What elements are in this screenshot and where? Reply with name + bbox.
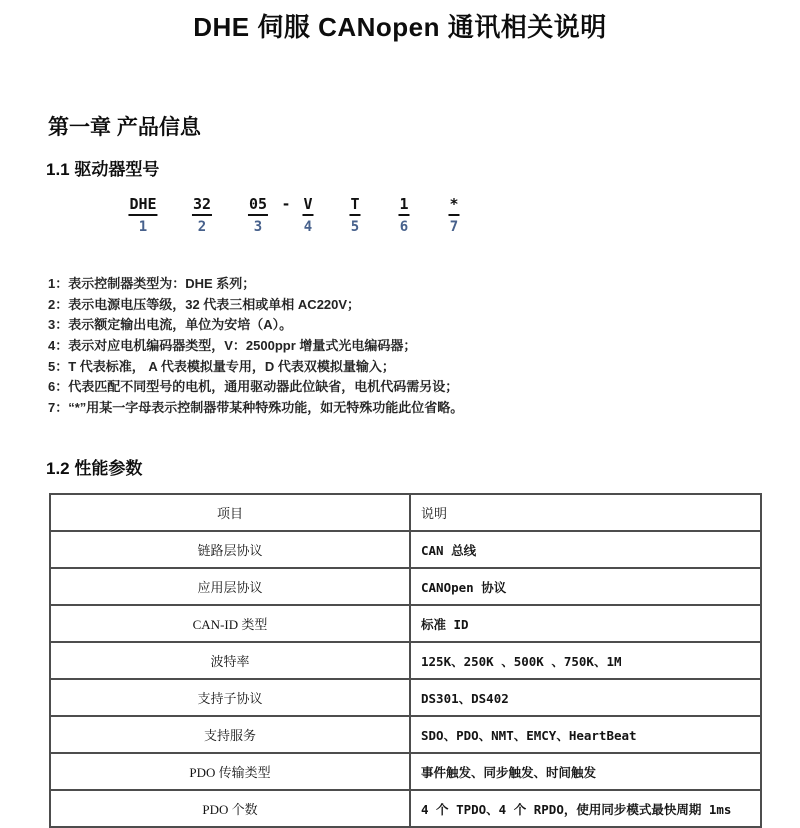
- param-name-cell: 支持服务: [50, 716, 410, 753]
- model-segment-label: 32: [192, 196, 212, 216]
- model-segment-label: 1: [398, 196, 409, 216]
- model-segment-label: -: [281, 195, 291, 213]
- param-desc-cell: 事件触发、同步触发、时间触发: [410, 753, 761, 790]
- note-line-5: 5：T 代表标准， A 代表模拟量专用，D 代表双模拟量输入；: [48, 358, 395, 374]
- performance-parameters-table: [49, 493, 762, 828]
- note-line-6: 6：代表匹配不同型号的电机，通用驱动器此位缺省，电机代码需另设；: [48, 379, 459, 395]
- param-desc-cell: 4 个 TPDO、4 个 RPDO，使用同步模式最快周期 1ms: [410, 790, 761, 827]
- table-row: [50, 642, 761, 679]
- model-segment-dash: [280, 196, 291, 220]
- table-row: [50, 679, 761, 716]
- table-row: [50, 568, 761, 605]
- param-name-cell: 应用层协议: [50, 568, 410, 605]
- model-code-notes: [48, 274, 768, 419]
- section-heading-1-2: 1.2 性能参数: [46, 459, 143, 478]
- model-segment-label: V: [302, 196, 313, 216]
- model-segment-label: T: [349, 196, 360, 216]
- note-line-1: 1：表示控制器类型为：DHE 系列；: [48, 276, 256, 291]
- document-title: DHE 伺服 CANopen 通讯相关说明: [193, 12, 607, 42]
- param-desc-cell: SDO、PDO、NMT、EMCY、HeartBeat: [410, 716, 761, 753]
- model-segment-index: 1: [138, 219, 148, 235]
- section-heading-1-1: 1.1 驱动器型号: [46, 160, 160, 179]
- table-row: [50, 753, 761, 790]
- model-code-diagram: [0, 196, 800, 248]
- table-header-item: 项目: [50, 494, 410, 531]
- model-segment-label: *: [448, 196, 459, 216]
- model-segment-index: 5: [350, 219, 360, 235]
- table-header-row: [50, 494, 761, 531]
- model-segment: [248, 196, 268, 235]
- param-name-cell: PDO 传输类型: [50, 753, 410, 790]
- chapter-heading: 第一章 产品信息: [48, 116, 201, 139]
- param-desc-cell: DS301、DS402: [410, 679, 761, 716]
- model-segment-label: DHE: [128, 196, 157, 216]
- param-name-cell: 链路层协议: [50, 531, 410, 568]
- param-desc-cell: 标准 ID: [410, 605, 761, 642]
- model-segment: [192, 196, 212, 235]
- param-name-cell: 波特率: [50, 642, 410, 679]
- table-row: [50, 605, 761, 642]
- model-segment-index: 3: [253, 219, 263, 235]
- model-segment: [302, 196, 313, 235]
- table-row: [50, 790, 761, 827]
- model-segment: [398, 196, 409, 235]
- model-segment: [349, 196, 360, 235]
- param-desc-cell: 125K、250K 、500K 、750K、1M: [410, 642, 761, 679]
- note-line-2: 2：表示电源电压等级，32 代表三相或单相 AC220V；: [48, 296, 361, 312]
- model-segment: [128, 196, 157, 235]
- param-desc-cell: CANOpen 协议: [410, 568, 761, 605]
- param-name-cell: CAN-ID 类型: [50, 605, 410, 642]
- note-line-4: 4：表示对应电机编码器类型，V：2500ppr 增量式光电编码器；: [48, 338, 417, 354]
- param-desc-cell: CAN 总线: [410, 531, 761, 568]
- param-name-cell: 支持子协议: [50, 679, 410, 716]
- note-line-7: 7：“*”用某一字母表示控制器带某种特殊功能，如无特殊功能此位省略。: [48, 400, 464, 416]
- model-segment-index: 6: [399, 219, 409, 235]
- model-segment-index: 7: [449, 219, 459, 235]
- table-row: [50, 716, 761, 753]
- model-segment: [448, 196, 459, 235]
- table-header-description: 说明: [410, 494, 761, 531]
- param-name-cell: PDO 个数: [50, 790, 410, 827]
- model-segment-index: 4: [303, 219, 313, 235]
- note-line-3: 3：表示额定输出电流，单位为安培（A）。: [48, 317, 293, 333]
- table-row: [50, 531, 761, 568]
- model-segment-index: 2: [197, 219, 207, 235]
- model-segment-label: 05: [248, 196, 268, 216]
